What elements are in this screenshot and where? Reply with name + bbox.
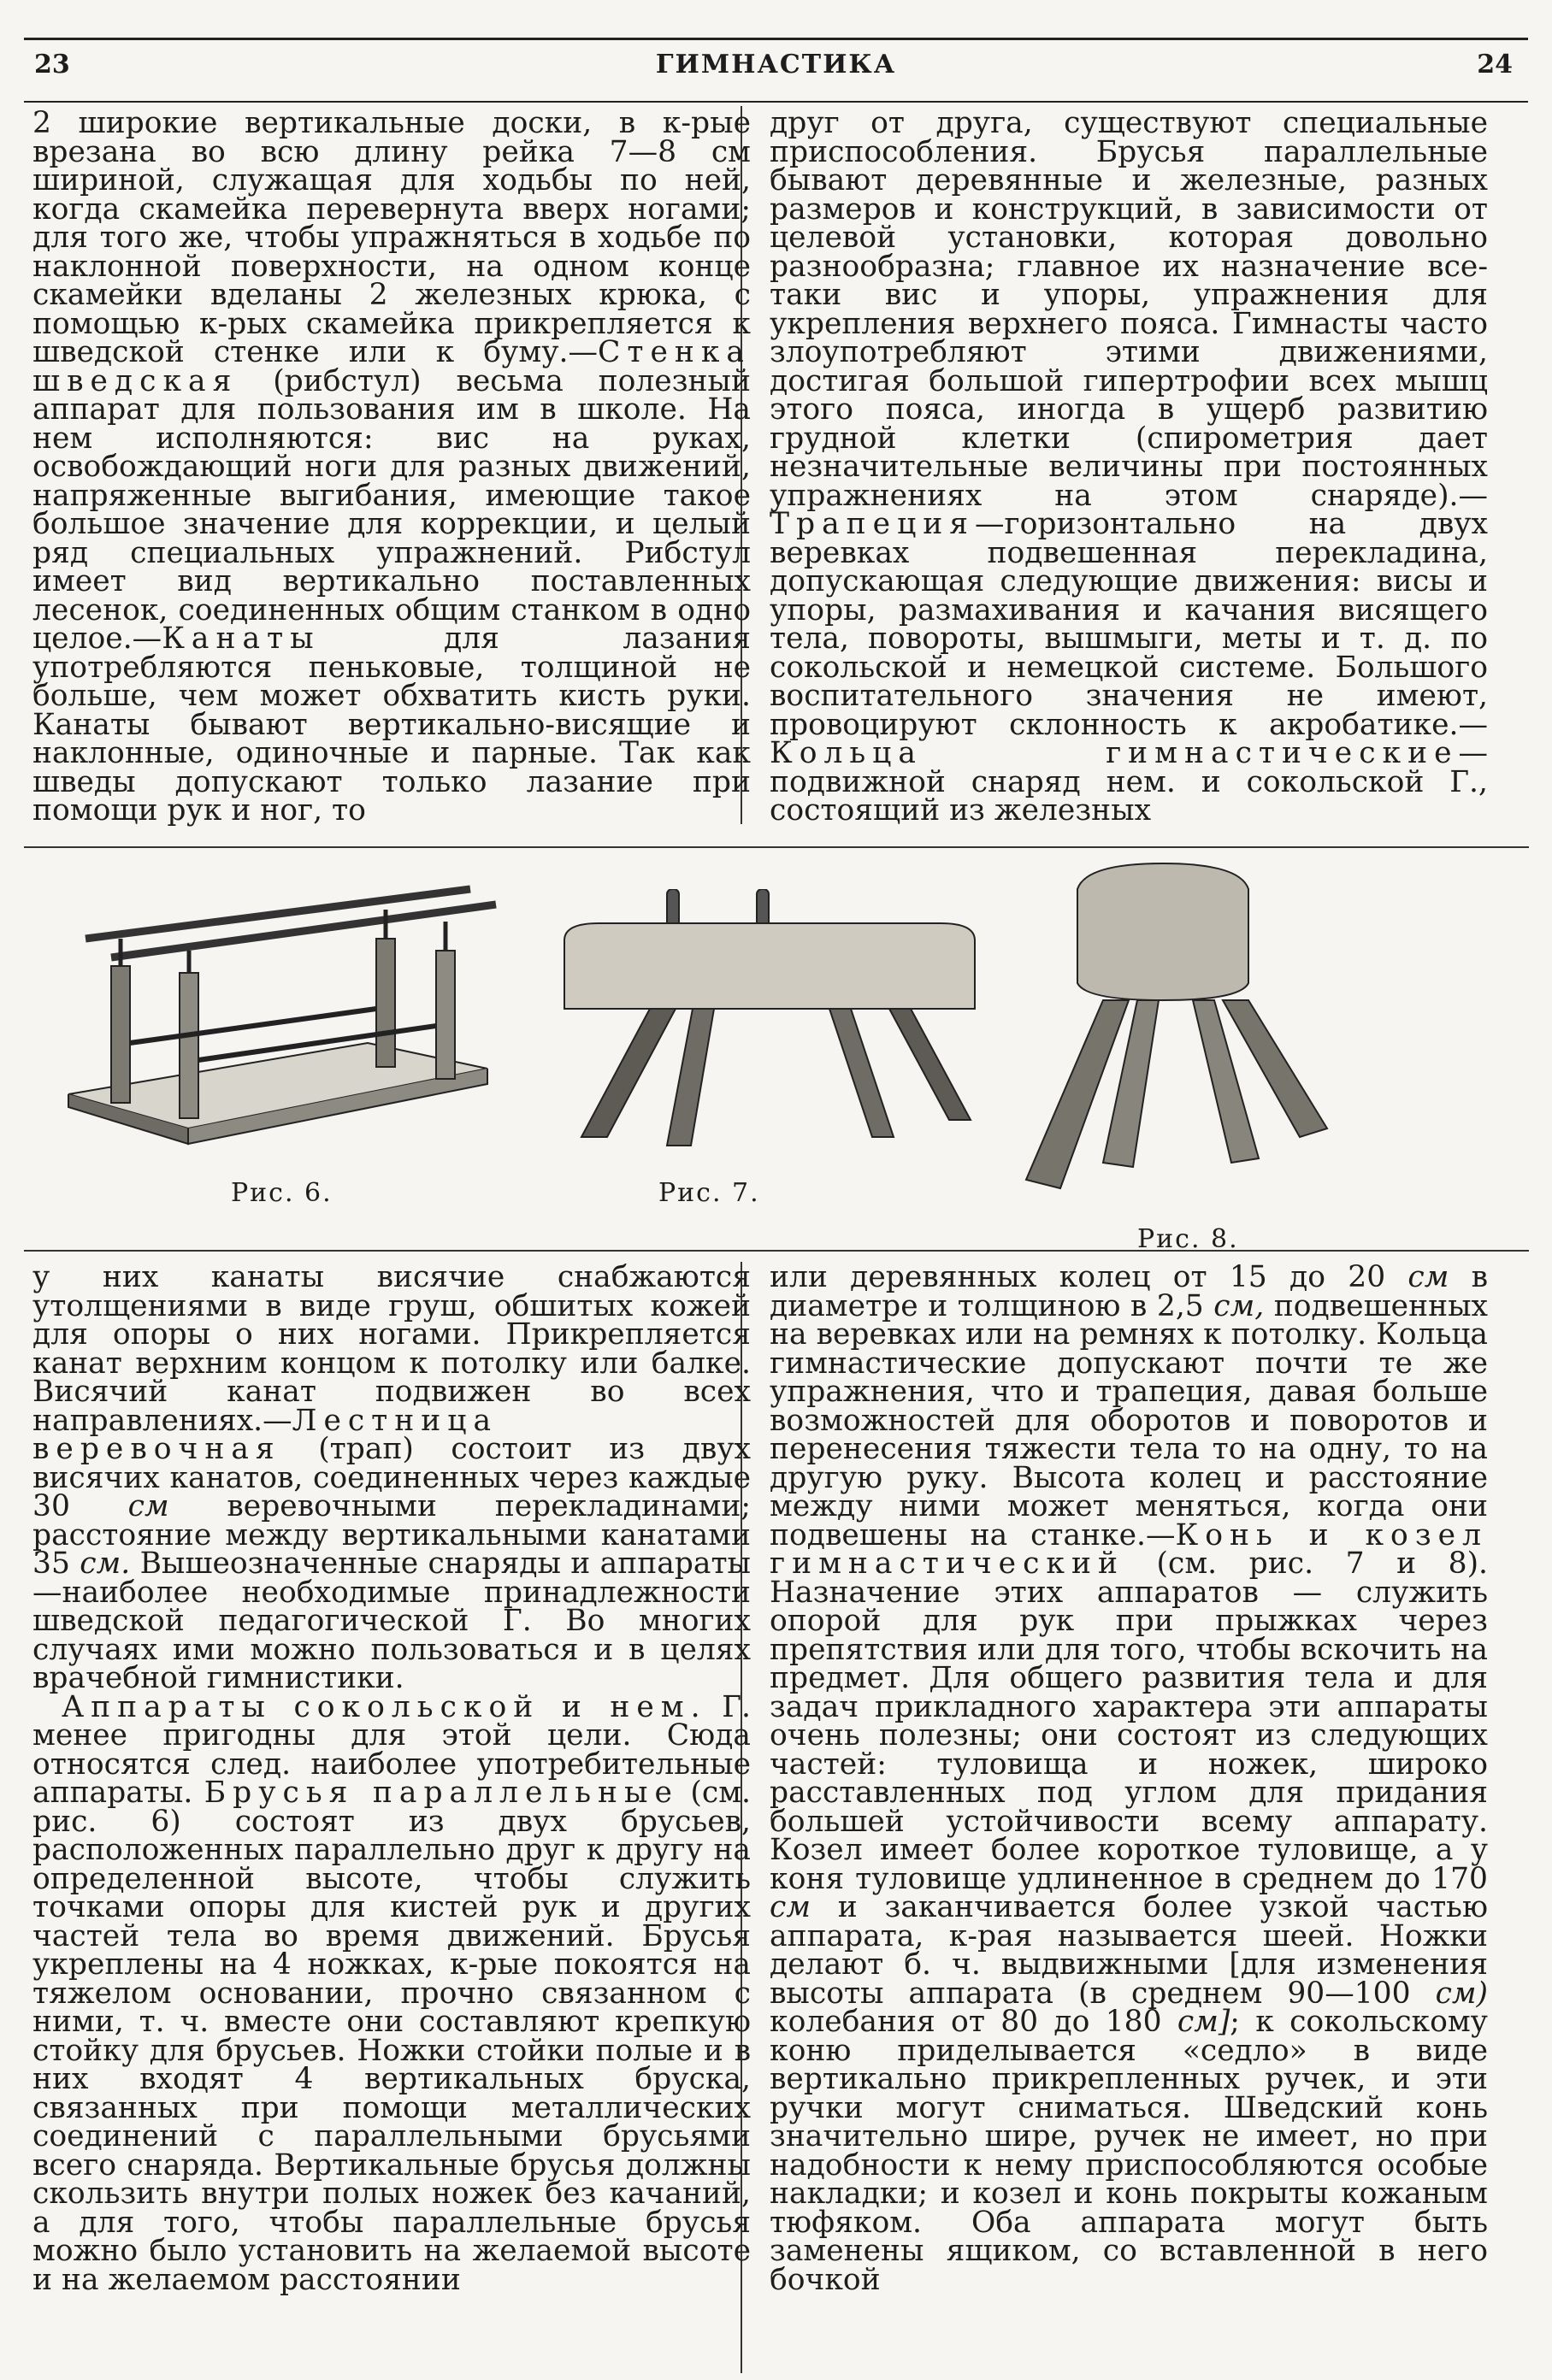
text-run: Г. менее пригодны для этой цели. Сюда относятся след. наиболее употребительные аппараты.: [32, 1689, 751, 1810]
text-column-3: [32, 1264, 751, 2366]
unit: см): [1435, 1976, 1488, 2011]
vaulting-buck-illustration: [992, 855, 1351, 1214]
text-run: колебания от 80 до 180: [770, 2005, 1177, 2039]
paragraph: [770, 1264, 1488, 2295]
unit: см: [127, 1489, 169, 1523]
text-column-1: [32, 109, 751, 836]
paragraph: [32, 1689, 751, 2297]
spaced-term: Трапеция: [770, 507, 976, 541]
text-run: 2 широкие вертикальные доски, в к-рые врезана во всю длину рейка 7—8 см шириной, служащая для ходьбы по ней, когда скамейка перевернута вверх ногами; для того же, чтобы упражняться в ходьбе по наклонной поверхности, на одном конце скамейки вделаны 2 железных крюка, с помощью к-рых скамейка прикрепляется к шведской стенке или к буму.—: [32, 109, 751, 369]
text-run: (см. рис. 7 и 8). Назначение этих аппаратов — служить опорой для рук при прыжках через препятствия или для того, чтобы вскочить на предмет. Для общего развития тела и для задач прикладного характера эти аппараты очень полезны; они состоят из следующих частей: туловища и ножек, широко расставленных под углом для придания большей устойчивости всему аппарату. Козел имеет более короткое туловище, а у коня туловище удлиненное в среднем до 170: [770, 1546, 1488, 1896]
paragraph: [770, 109, 1488, 826]
text-run: ; к сокольскому коню приделывается «седло» в виде вертикально прикрепленных ручек, и эти ручки могут сниматься. Шведский конь значительно шире, ручек не имеет, но при надобности к нему приспособляются особые накладки; и козел и конь покрыты кожаным тюфяком. Оба аппарата могут быть заменены ящиком, со вставленной в него бочкой: [770, 2005, 1488, 2297]
header-rule-bottom: [24, 101, 1528, 103]
spaced-term: Аппараты сокольской и нем.: [62, 1689, 707, 1724]
spaced-term: Кольца гимнастические: [770, 736, 1459, 770]
page-number-left: 23: [34, 50, 70, 80]
unit: см]: [1177, 2005, 1230, 2039]
text-run: веревочными перекладинами; расстояние между вертикальными канатами 35: [32, 1489, 751, 1581]
text-run: или деревянных колец от 15 до 20: [770, 1264, 1408, 1294]
spaced-term: Лестница веревочная: [32, 1403, 499, 1466]
paragraph: [32, 109, 751, 826]
text-run: и заканчивается более узкой частью аппарата, к-рая называется шеей. Ножки делают б. ч. выдвижными [для изменения высоты аппарата (в среднем 90—100: [770, 1890, 1488, 2011]
text-run: —подвижной снаряд нем. и сокольской Г., состоящий из железных: [770, 736, 1488, 828]
text-run: (трап) состоит из двух висячих канатов, соединенных через каждые 30: [32, 1432, 751, 1523]
paragraph: [32, 1264, 751, 1694]
pommel-horse-illustration: [547, 889, 992, 1163]
text-column-2: [770, 109, 1488, 836]
unit: см,: [1213, 1288, 1265, 1323]
header-rule-top: [24, 38, 1528, 40]
text-column-4: [770, 1264, 1488, 2366]
text-run: для лазания употребляются пеньковые, толщиной не больше, чем может обхватить кисть руки. Канаты бывают вертикально-висящие и наклонные, одиночные и парные. Так как шведы допускают только лазание при помощи рук и ног, то: [32, 622, 751, 828]
figure-caption-8: Рис. 8.: [1137, 1224, 1239, 1254]
spaced-term: Стенка шведская: [32, 335, 751, 398]
text-run: друг от друга, существуют специальные приспособления. Брусья параллельные бывают деревянные и железные, разных размеров и конструкций, в зависимости от целевой установки, которая довольно разнообразна; главное их назначение все-таки вис и упоры, упражнения для укрепления верхнего пояса. Гимнасты часто злоупотребляют этими движениями, достигая большой гипертрофии всех мышц этого пояса, иногда в ущерб развитию грудной клетки (спирометрия дает незначительные величины при постоянных упражнениях на этом снаряде).—: [770, 109, 1488, 513]
figure-caption-7: Рис. 7.: [658, 1178, 760, 1208]
unit: см.: [80, 1546, 131, 1581]
figure-caption-6: Рис. 6.: [231, 1178, 333, 1208]
unit: см: [1407, 1264, 1449, 1294]
spaced-term: Брусья параллельные: [204, 1776, 679, 1810]
unit: см: [770, 1890, 811, 1924]
text-run: Вышеозначенные снаряды и аппараты—наиболее необходимые принадлежности шведской педагогической Г. Во многих случаях ими можно пользоваться и в целях врачебной гимнистики.: [32, 1546, 751, 1695]
text-run: в диаметре и толщиною в 2,5: [770, 1264, 1488, 1323]
text-run: (см. рис. 6) состоят из двух брусьев, расположенных параллельно друг к другу на определенной высоте, чтобы служить точками опоры для кистей рук и других частей тела во время движений. Брусья укреплены на 4 ножках, к-рые покоятся на тяжелом основании, прочно связанном с ними, т. ч. вместе они составляют крепкую стойку для брусьев. Ножки стойки полые и в них входят 4 вертикальных бруска, связанных при помощи металлических соединений с параллельными брусьями всего снаряда. Вертикальные брусья должны скользить внутри полых ножек без качаний, а для того, чтобы параллельные брусья можно было установить на желаемой высоте и на желаемом расстоянии: [32, 1776, 751, 2297]
text-run: (рибстул) весьма полезный аппарат для пользования им в школе. На нем исполняются: вис на руках, освобождающий ноги для разных движений, напряженные выгибания, имеющие такое большое значение для коррекции, и целый ряд специальных упражнений. Рибстул имеет вид вертикально поставленных лесенок, соединенных общим станком в одно целое.—: [32, 363, 751, 656]
running-title: ГИМНАСТИКА: [655, 50, 897, 80]
text-run: —горизонтально на двух веревках подвешенная перекладина, допускающая следующие движения: висы и упоры, размахивания и качания висящего тела, повороты, вышмыги, меты и т. д. по сокольской и немецкой системе. Большого воспитательного значения не имеют, провоцируют склонность к акробатике.—: [770, 507, 1488, 742]
page-number-right: 24: [1477, 50, 1513, 80]
text-run: у них канаты висячие снабжаются утолщениями в виде груш, обшитых кожей для опоры о них ногами. Прикрепляется канат верхним концом к потолку или балке. Висячий канат подвижен во всех направлениях.—: [32, 1264, 751, 1438]
text-run: подвешенных на веревках или на ремнях к потолку. Кольца гимнастические допускают почти те же упражнения, что и трапеция, давая больше возможностей для оборотов и поворотов и перенесения тяжести тела то на одну, то на другую руку. Высота колец и расстояние между ними может меняться, когда они подвешены на станке.—: [770, 1288, 1488, 1552]
parallel-bars-illustration: [60, 872, 505, 1154]
spaced-term: Канаты: [162, 622, 321, 656]
spaced-term: Конь и козел гимнастический: [770, 1517, 1488, 1581]
